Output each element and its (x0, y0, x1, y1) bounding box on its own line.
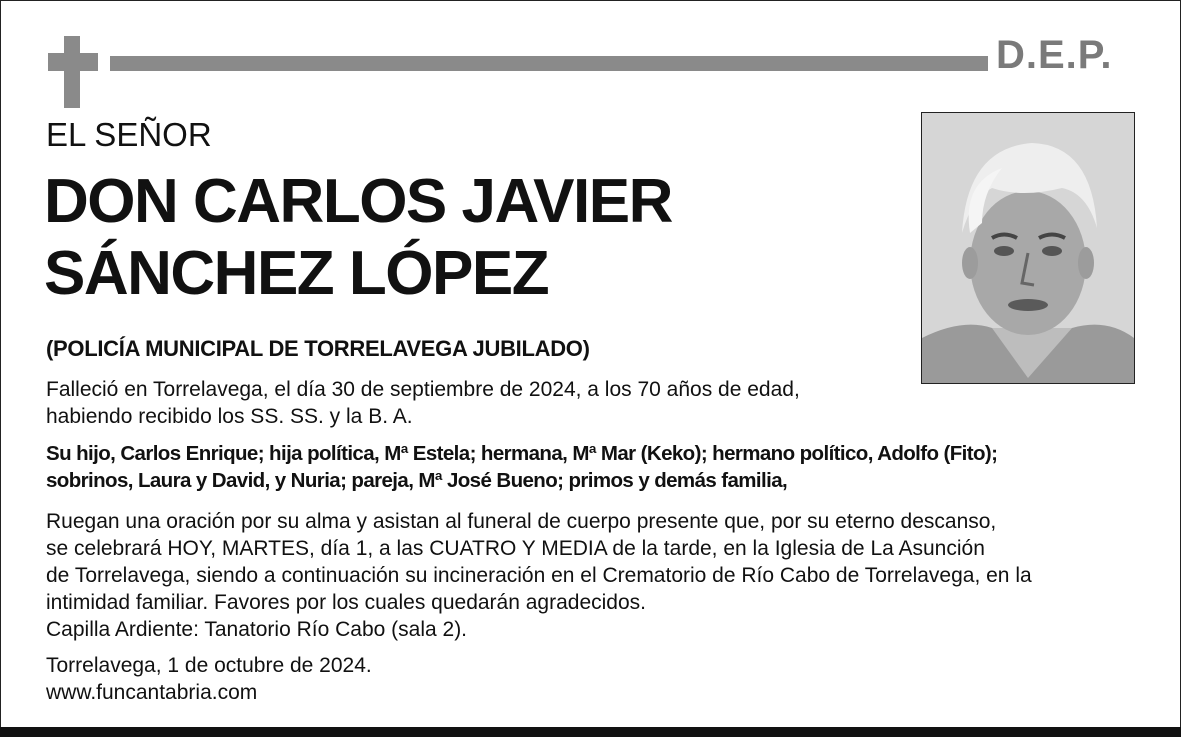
name-line: SÁNCHEZ LÓPEZ (44, 239, 549, 308)
death-paragraph (46, 376, 800, 430)
text-line: de Torrelavega, siendo a continuación su incineración en el Crematorio de Río Cabo de Torrelavega, en la (46, 564, 1032, 587)
text-line: se celebrará HOY, MARTES, día 1, a las CUATRO Y MEDIA de la tarde, en la Iglesia de La Asunción (46, 537, 985, 560)
family-paragraph (46, 440, 997, 494)
text-line: intimidad familiar. Favores por los cuales quedarán agradecidos. (46, 591, 646, 614)
closing-paragraph (46, 652, 372, 706)
text-line: Falleció en Torrelavega, el día 30 de septiembre de 2024, a los 70 años de edad, (46, 378, 800, 401)
text-line: Capilla Ardiente: Tanatorio Río Cabo (sala 2). (46, 618, 468, 641)
bottom-border (0, 727, 1181, 737)
deceased-name (44, 166, 672, 310)
text-line: habiendo recibido los SS. SS. y la B. A. (46, 405, 413, 428)
intro-title: EL SEÑOR (46, 116, 212, 153)
dep-label: D.E.P. (996, 33, 1113, 77)
place-date: Torrelavega, 1 de octubre de 2024. (46, 654, 372, 677)
text-line: Ruegan una oración por su alma y asistan al funeral de cuerpo presente que, por su eterno descanso, (46, 510, 997, 533)
funeral-paragraph (46, 508, 1032, 643)
text-line: Su hijo, Carlos Enrique; hija política, Mª Estela; hermana, Mª Mar (Keko); hermano político, Adolfo (Fito); (46, 442, 998, 465)
website-link[interactable]: www.funcantabria.com (46, 681, 258, 704)
deceased-role: (POLICÍA MUNICIPAL DE TORRELAVEGA JUBILADO) (46, 336, 590, 361)
name-line: DON CARLOS JAVIER (44, 167, 672, 236)
header-rule (110, 56, 988, 71)
portrait-photo (921, 112, 1135, 384)
text-line: sobrinos, Laura y David, y Nuria; pareja, Mª José Bueno; primos y demás familia, (46, 469, 788, 492)
